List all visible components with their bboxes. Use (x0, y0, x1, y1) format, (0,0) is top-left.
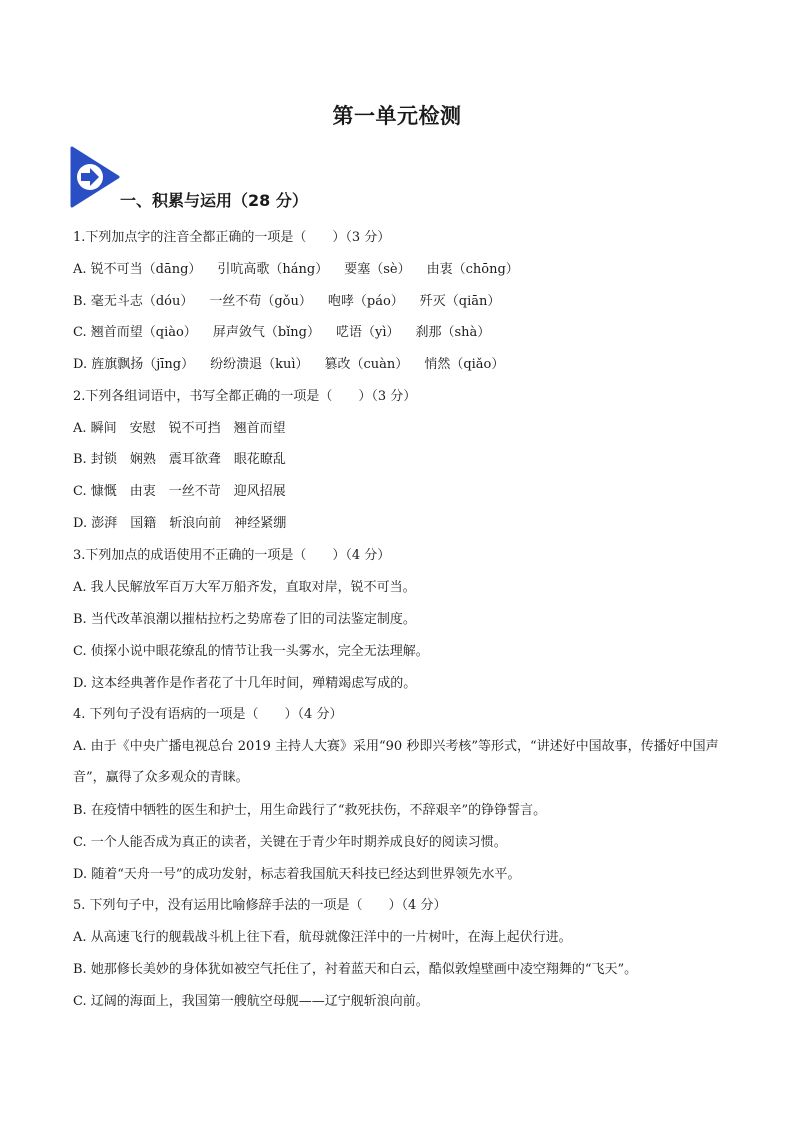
q2-option-c: C. 慷慨 由衷 一丝不苛 迎风招展 (73, 484, 286, 499)
q2-option-a: A. 瞬间 安慰 锐不可挡 翘首而望 (73, 421, 286, 436)
q2-option-d: D. 澎湃 国籍 斩浪向前 神经紧绷 (73, 516, 287, 531)
q3-option-a: A. 我人民解放军百万大军万船齐发，直取对岸，锐不可当。 (73, 580, 416, 595)
q5-option-a: A. 从高速飞行的舰载战斗机上往下看，航母就像汪洋中的一片树叶，在海上起伏行进。 (73, 930, 572, 945)
q4-option-c: C. 一个人能否成为真正的读者，关键在于青少年时期养成良好的阅读习惯。 (73, 835, 507, 850)
q1-option-a: A. 锐不可当（dāng） 引吭高歌（háng） 要塞（sè） 由衷（chōng） (73, 262, 519, 277)
question-1-stem: 1.下列加点字的注音全都正确的一项是（ ）（3 分） (73, 230, 391, 245)
q5-option-b: B. 她那修长美妙的身体犹如被空气托住了，衬着蓝天和白云，酷似敦煌壁画中凌空翔舞的“飞天”。 (73, 962, 638, 977)
arrow-right-icon (70, 146, 120, 208)
q3-option-b: B. 当代改革浪潮以摧枯拉朽之势席卷了旧的司法鉴定制度。 (73, 612, 416, 627)
q2-option-b: B. 封锁 娴熟 震耳欲聋 眼花瞭乱 (73, 452, 286, 467)
q1-option-b: B. 毫无斗志（dóu） 一丝不苟（gǒu） 咆哮（páo） 歼灭（qiān） (73, 294, 501, 309)
q1-option-d: D. 旌旗飘扬（jīng） 纷纷溃退（kuì） 篡改（cuàn） 悄然（qiǎo） (73, 357, 505, 372)
q3-option-c: C. 侦探小说中眼花缭乱的情节让我一头雾水，完全无法理解。 (73, 644, 429, 659)
page-title: 第一单元检测 (332, 104, 462, 128)
question-2-stem: 2.下列各组词语中，书写全都正确的一项是（ ）（3 分） (73, 389, 417, 404)
q4-option-a: A. 由于《中央广播电视总台 2019 主持人大赛》采用“90 秒即兴考核”等形式，“讲述好中国故事，传播好中国声音”，赢得了众多观众的青睐。 (73, 739, 719, 785)
question-5-stem: 5. 下列句子中，没有运用比喻修辞手法的一项是（ ）（4 分） (73, 898, 447, 913)
question-4-stem: 4. 下列句子没有语病的一项是（ ）（4 分） (73, 707, 343, 722)
section-heading: 一、积累与运用（28 分） (120, 191, 308, 210)
q4-option-b: B. 在疫情中牺牲的医生和护士，用生命践行了“救死扶伤，不辞艰辛”的铮铮誓言。 (73, 803, 547, 818)
q1-option-c: C. 翘首而望（qiào） 屏声敛气（bǐng） 呓语（yì） 刹那（shà） (73, 325, 491, 340)
q5-option-c: C. 辽阔的海面上，我国第一艘航空母舰——辽宁舰斩浪向前。 (73, 994, 429, 1009)
question-3-stem: 3.下列加点的成语使用不正确的一项是（ ）（4 分） (73, 548, 391, 563)
q4-option-d: D. 随着“天舟一号”的成功发射，标志着我国航天科技已经达到世界领先水平。 (73, 867, 521, 882)
q3-option-d: D. 这本经典著作是作者花了十几年时间，殚精竭虑写成的。 (73, 676, 417, 691)
